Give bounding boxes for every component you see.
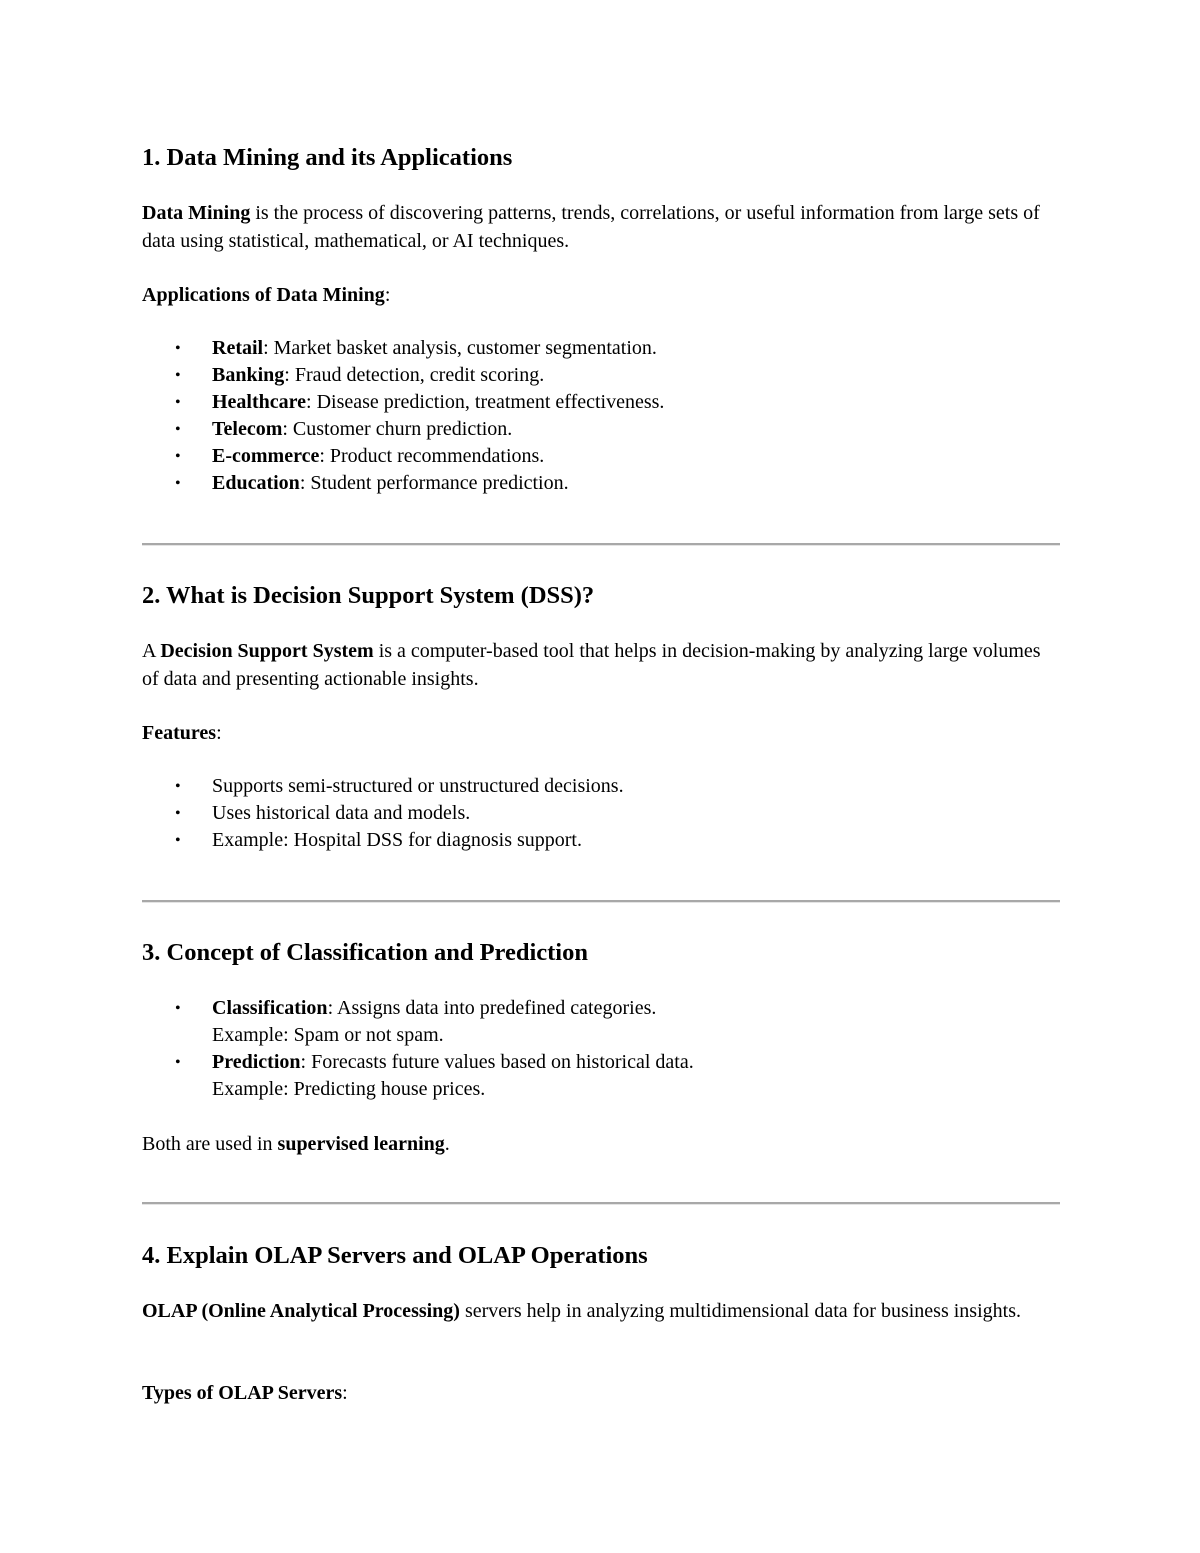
- section-4-intro-term: OLAP (Online Analytical Processing): [142, 1300, 460, 1322]
- section-1-subheading: [142, 281, 1060, 309]
- section-1-subheading-colon: :: [384, 284, 391, 306]
- list-item: [142, 416, 1060, 443]
- list-item: [142, 443, 1060, 470]
- section-4-heading: 4. Explain OLAP Servers and OLAP Operations: [142, 1242, 648, 1269]
- section-4-intro-text: servers help in analyzing multidimensional data for business insights.: [459, 1300, 1021, 1322]
- section-3-list: [142, 995, 1060, 1103]
- section-1-intro-term: Data Mining: [142, 202, 251, 224]
- list-item: [142, 827, 1060, 854]
- list-item: [142, 800, 1060, 827]
- section-2-subheading-colon: :: [216, 722, 222, 744]
- section-3-closing-suffix: .: [444, 1133, 450, 1155]
- list-item-text: : Customer churn prediction.: [282, 418, 513, 440]
- bullet-icon: •: [175, 1054, 181, 1071]
- list-item-text: : Market basket analysis, customer segmentation.: [263, 337, 657, 359]
- section-4-subheading-label: Types of OLAP Servers: [142, 1382, 343, 1404]
- list-item-text: Supports semi-structured or unstructured decisions.: [212, 775, 624, 797]
- list-item-term: Telecom: [212, 418, 283, 440]
- bullet-icon: •: [175, 448, 181, 465]
- section-3-closing-prefix: Both are used in: [142, 1133, 278, 1155]
- section-3-closing-term: supervised learning: [277, 1133, 445, 1155]
- section-1-subheading-label: Applications of Data Mining: [142, 284, 385, 306]
- section-2-intro: [142, 637, 1060, 693]
- horizontal-rule: [142, 900, 1060, 903]
- list-item-text: : Disease prediction, treatment effectiveness.: [306, 391, 665, 413]
- list-item-example: Example: Spam or not spam.: [212, 1024, 444, 1046]
- list-item-term: Healthcare: [212, 391, 307, 413]
- list-item: [142, 1049, 1060, 1103]
- section-2-intro-prefix: A: [142, 640, 161, 662]
- section-3-closing: [142, 1130, 1060, 1158]
- section-2-intro-term: Decision Support System: [160, 640, 374, 662]
- list-item-term: Retail: [212, 337, 264, 359]
- list-item-term: Banking: [212, 364, 285, 386]
- list-item: [142, 335, 1060, 362]
- section-2-intro-text: is a computer-based tool that helps in decision-making by analyzing large volumes of data and presenting actionable insights.: [142, 640, 1041, 690]
- list-item-text: Example: Hospital DSS for diagnosis support.: [212, 829, 582, 851]
- bullet-icon: •: [175, 805, 181, 822]
- section-1-intro-text: is the process of discovering patterns, trends, correlations, or useful information from large sets of data using statistical, mathematical, or AI techniques.: [142, 202, 1040, 252]
- list-item: [142, 470, 1060, 497]
- list-item-text: Uses historical data and models.: [212, 802, 471, 824]
- list-item-text: : Assigns data into predefined categories.: [327, 997, 657, 1019]
- bullet-icon: •: [175, 421, 181, 438]
- bullet-icon: •: [175, 778, 181, 795]
- section-2-subheading-label: Features: [142, 722, 217, 744]
- list-item-text: : Fraud detection, credit scoring.: [284, 364, 545, 386]
- section-1-heading: 1. Data Mining and its Applications: [142, 144, 513, 171]
- section-1-intro: [142, 199, 1060, 255]
- list-item: [142, 389, 1060, 416]
- section-4-subheading: [142, 1379, 1060, 1407]
- section-2-subheading: [142, 719, 1060, 747]
- section-4-intro: [142, 1297, 1060, 1325]
- list-item-term: Education: [212, 472, 300, 494]
- list-item: [142, 773, 1060, 800]
- section-1-list: [142, 335, 1060, 497]
- bullet-icon: •: [175, 394, 181, 411]
- section-2-heading: 2. What is Decision Support System (DSS)?: [142, 582, 595, 609]
- bullet-icon: •: [175, 1000, 181, 1017]
- list-item-term: E-commerce: [212, 445, 320, 467]
- section-4-subheading-colon: :: [342, 1382, 348, 1404]
- bullet-icon: •: [175, 367, 181, 384]
- list-item-example: Example: Predicting house prices.: [212, 1078, 486, 1100]
- horizontal-rule: [142, 1202, 1060, 1205]
- section-2-list: [142, 773, 1060, 854]
- bullet-icon: •: [175, 832, 181, 849]
- bullet-icon: •: [175, 475, 181, 492]
- horizontal-rule: [142, 543, 1060, 546]
- bullet-icon: •: [175, 340, 181, 357]
- section-3-heading: 3. Concept of Classification and Prediction: [142, 939, 588, 966]
- list-item-text: : Forecasts future values based on historical data.: [300, 1051, 694, 1073]
- list-item-text: : Product recommendations.: [319, 445, 545, 467]
- list-item: [142, 995, 1060, 1049]
- list-item-term: Prediction: [212, 1051, 301, 1073]
- list-item-text: : Student performance prediction.: [299, 472, 569, 494]
- list-item: [142, 362, 1060, 389]
- list-item-term: Classification: [212, 997, 328, 1019]
